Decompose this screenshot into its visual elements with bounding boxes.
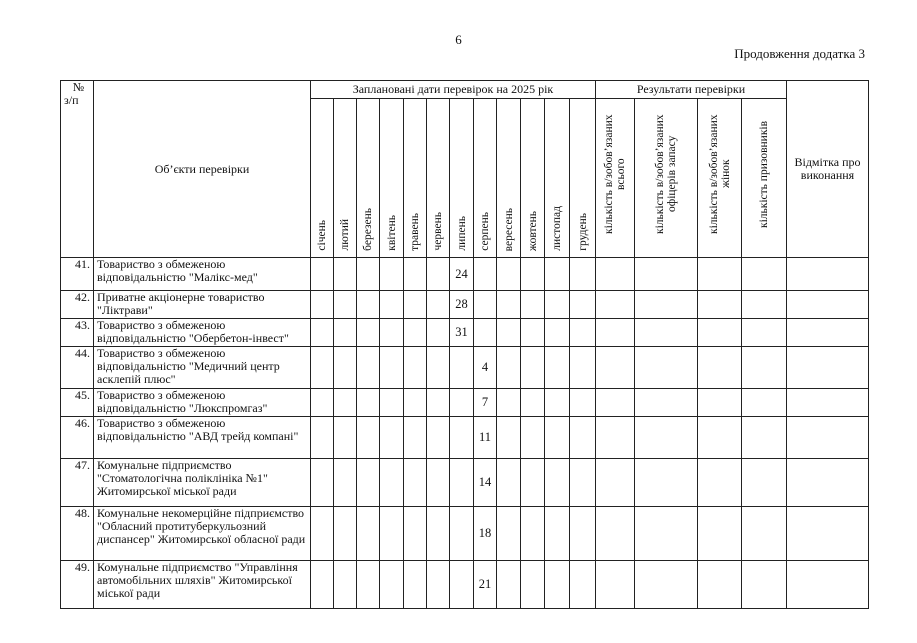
empty-cell [545,291,570,319]
empty-cell [427,389,450,417]
inspection-table [60,80,869,609]
empty-cell [787,258,869,291]
empty-cell [427,417,450,459]
empty-cell [311,258,334,291]
month-header: жовтень [521,99,545,258]
empty-cell [404,417,427,459]
empty-cell [698,258,742,291]
empty-cell [334,347,357,389]
planned-day: 24 [450,258,474,291]
table-row [61,291,869,319]
month-header: лютий [334,99,357,258]
empty-cell [380,291,404,319]
empty-cell [570,319,596,347]
empty-cell [596,347,635,389]
empty-cell [357,561,380,609]
empty-cell [698,507,742,561]
empty-cell [545,319,570,347]
table-row [61,347,869,389]
table-row [61,561,869,609]
empty-cell [698,347,742,389]
empty-cell [427,561,450,609]
empty-cell [427,347,450,389]
empty-cell [380,561,404,609]
empty-cell [787,417,869,459]
object-name: Комунальне підприємство "Стоматологічна поліклініка №1" Житомирської міської ради [94,459,311,507]
planned-day: 31 [450,319,474,347]
empty-cell [787,319,869,347]
empty-cell [787,347,869,389]
empty-cell [545,258,570,291]
empty-cell [334,319,357,347]
empty-cell [635,389,698,417]
empty-cell [334,561,357,609]
empty-cell [357,507,380,561]
empty-cell [357,417,380,459]
month-header: травень [404,99,427,258]
empty-cell [311,417,334,459]
empty-cell [545,389,570,417]
planned-day: 11 [474,417,497,459]
empty-cell [545,459,570,507]
empty-cell [596,291,635,319]
empty-cell [596,507,635,561]
row-number: 42. [61,291,94,319]
empty-cell [357,459,380,507]
month-header: вересень [497,99,521,258]
result-col-header: кількість в/зобов’язаних офіцерів запасу [635,99,698,258]
object-name: Товариство з обмеженою відповідальністю "Медичний центр асклепій плюс" [94,347,311,389]
empty-cell [521,319,545,347]
row-number: 43. [61,319,94,347]
empty-cell [742,507,787,561]
planned-day: 4 [474,347,497,389]
empty-cell [450,459,474,507]
row-number: 45. [61,389,94,417]
empty-cell [474,291,497,319]
empty-cell [545,507,570,561]
empty-cell [742,258,787,291]
empty-cell [545,347,570,389]
empty-cell [742,459,787,507]
empty-cell [334,258,357,291]
continuation-label: Продовження додатка 3 [734,46,865,61]
empty-cell [450,417,474,459]
empty-cell [357,389,380,417]
empty-cell [596,459,635,507]
row-number: 46. [61,417,94,459]
empty-cell [357,347,380,389]
empty-cell [521,459,545,507]
empty-cell [596,389,635,417]
empty-cell [787,459,869,507]
empty-cell [521,389,545,417]
empty-cell [742,417,787,459]
empty-cell [742,291,787,319]
empty-cell [521,561,545,609]
empty-cell [545,561,570,609]
results-header: Результати перевірки [596,81,787,99]
row-number: 49. [61,561,94,609]
empty-cell [427,507,450,561]
empty-cell [380,319,404,347]
empty-cell [570,291,596,319]
empty-cell [635,459,698,507]
empty-cell [404,347,427,389]
empty-cell [311,507,334,561]
empty-cell [497,319,521,347]
empty-cell [570,258,596,291]
mark-header: Відмітка про виконання [787,81,869,258]
empty-cell [570,507,596,561]
empty-cell [311,561,334,609]
empty-cell [380,347,404,389]
empty-cell [596,561,635,609]
table-row [61,417,869,459]
empty-cell [635,347,698,389]
empty-cell [427,459,450,507]
month-header: березень [357,99,380,258]
empty-cell [404,459,427,507]
empty-cell [635,417,698,459]
empty-cell [742,389,787,417]
empty-cell [380,389,404,417]
empty-cell [404,561,427,609]
planned-day: 14 [474,459,497,507]
empty-cell [521,291,545,319]
empty-cell [635,561,698,609]
planned-day: 7 [474,389,497,417]
empty-cell [380,258,404,291]
empty-cell [497,561,521,609]
empty-cell [698,291,742,319]
empty-cell [497,389,521,417]
empty-cell [497,258,521,291]
empty-cell [334,417,357,459]
empty-cell [570,459,596,507]
month-header: червень [427,99,450,258]
empty-cell [497,291,521,319]
empty-cell [570,417,596,459]
empty-cell [380,459,404,507]
empty-cell [404,507,427,561]
result-col-header: кількість в/зобов’язаних всього [596,99,635,258]
object-name: Приватне акціонерне товариство "Ліктрави" [94,291,311,319]
empty-cell [334,389,357,417]
empty-cell [334,459,357,507]
col-num-header [61,81,94,258]
planned-day: 18 [474,507,497,561]
empty-cell [311,319,334,347]
empty-cell [427,291,450,319]
object-name: Комунальне підприємство "Управління автомобільних шляхів" Житомирської міської ради [94,561,311,609]
empty-cell [380,507,404,561]
result-col-header: кількість в/зобов’язаних жінок [698,99,742,258]
table-row [61,319,869,347]
object-name: Товариство з обмеженою відповідальністю "Люкспромгаз" [94,389,311,417]
empty-cell [596,258,635,291]
empty-cell [357,319,380,347]
empty-cell [357,291,380,319]
empty-cell [787,507,869,561]
empty-cell [698,561,742,609]
empty-cell [698,459,742,507]
empty-cell [787,389,869,417]
empty-cell [380,417,404,459]
empty-cell [635,291,698,319]
empty-cell [404,319,427,347]
empty-cell [742,319,787,347]
empty-cell [497,417,521,459]
empty-cell [635,319,698,347]
planned-day: 21 [474,561,497,609]
month-header: серпень [474,99,497,258]
empty-cell [545,417,570,459]
empty-cell [570,347,596,389]
row-number: 47. [61,459,94,507]
empty-cell [497,347,521,389]
empty-cell [404,291,427,319]
empty-cell [635,258,698,291]
empty-cell [334,291,357,319]
empty-cell [404,258,427,291]
row-number: 48. [61,507,94,561]
empty-cell [787,291,869,319]
empty-cell [311,291,334,319]
planned-dates-header: Заплановані дати перевірок на 2025 рік [311,81,596,99]
empty-cell [497,459,521,507]
empty-cell [450,561,474,609]
empty-cell [596,319,635,347]
object-name: Товариство з обмеженою відповідальністю "АВД трейд компані" [94,417,311,459]
empty-cell [357,258,380,291]
month-header: грудень [570,99,596,258]
empty-cell [570,561,596,609]
table-row [61,507,869,561]
empty-cell [311,389,334,417]
empty-cell [570,389,596,417]
empty-cell [698,319,742,347]
empty-cell [427,258,450,291]
planned-day: 28 [450,291,474,319]
empty-cell [521,258,545,291]
month-header: січень [311,99,334,258]
row-number: 41. [61,258,94,291]
empty-cell [787,561,869,609]
empty-cell [521,417,545,459]
empty-cell [474,258,497,291]
empty-cell [698,417,742,459]
empty-cell [450,347,474,389]
result-col-header: кількість призовників [742,99,787,258]
empty-cell [698,389,742,417]
empty-cell [334,507,357,561]
empty-cell [497,507,521,561]
num-symbol: № [72,80,85,94]
table-row [61,389,869,417]
month-header: листопад [545,99,570,258]
row-number: 44. [61,347,94,389]
table-row [61,459,869,507]
empty-cell [450,507,474,561]
empty-cell [635,507,698,561]
page-number: 6 [455,32,462,47]
empty-cell [521,507,545,561]
table-row [61,258,869,291]
empty-cell [742,347,787,389]
object-name: Товариство з обмеженою відповідальністю "Обербетон-інвест" [94,319,311,347]
empty-cell [596,417,635,459]
empty-cell [474,319,497,347]
object-name: Товариство з обмеженою відповідальністю "Малікс-мед" [94,258,311,291]
empty-cell [450,389,474,417]
num-abbrev: з/п [64,93,79,107]
empty-cell [521,347,545,389]
empty-cell [742,561,787,609]
empty-cell [404,389,427,417]
empty-cell [311,459,334,507]
empty-cell [427,319,450,347]
month-header: квітень [380,99,404,258]
month-header: липень [450,99,474,258]
col-objects-header: Об’єкти перевірки [94,81,311,258]
object-name: Комунальне некомерційне підприємство "Обласний протитуберкульозний диспансер" Житомирської обласної ради [94,507,311,561]
empty-cell [311,347,334,389]
